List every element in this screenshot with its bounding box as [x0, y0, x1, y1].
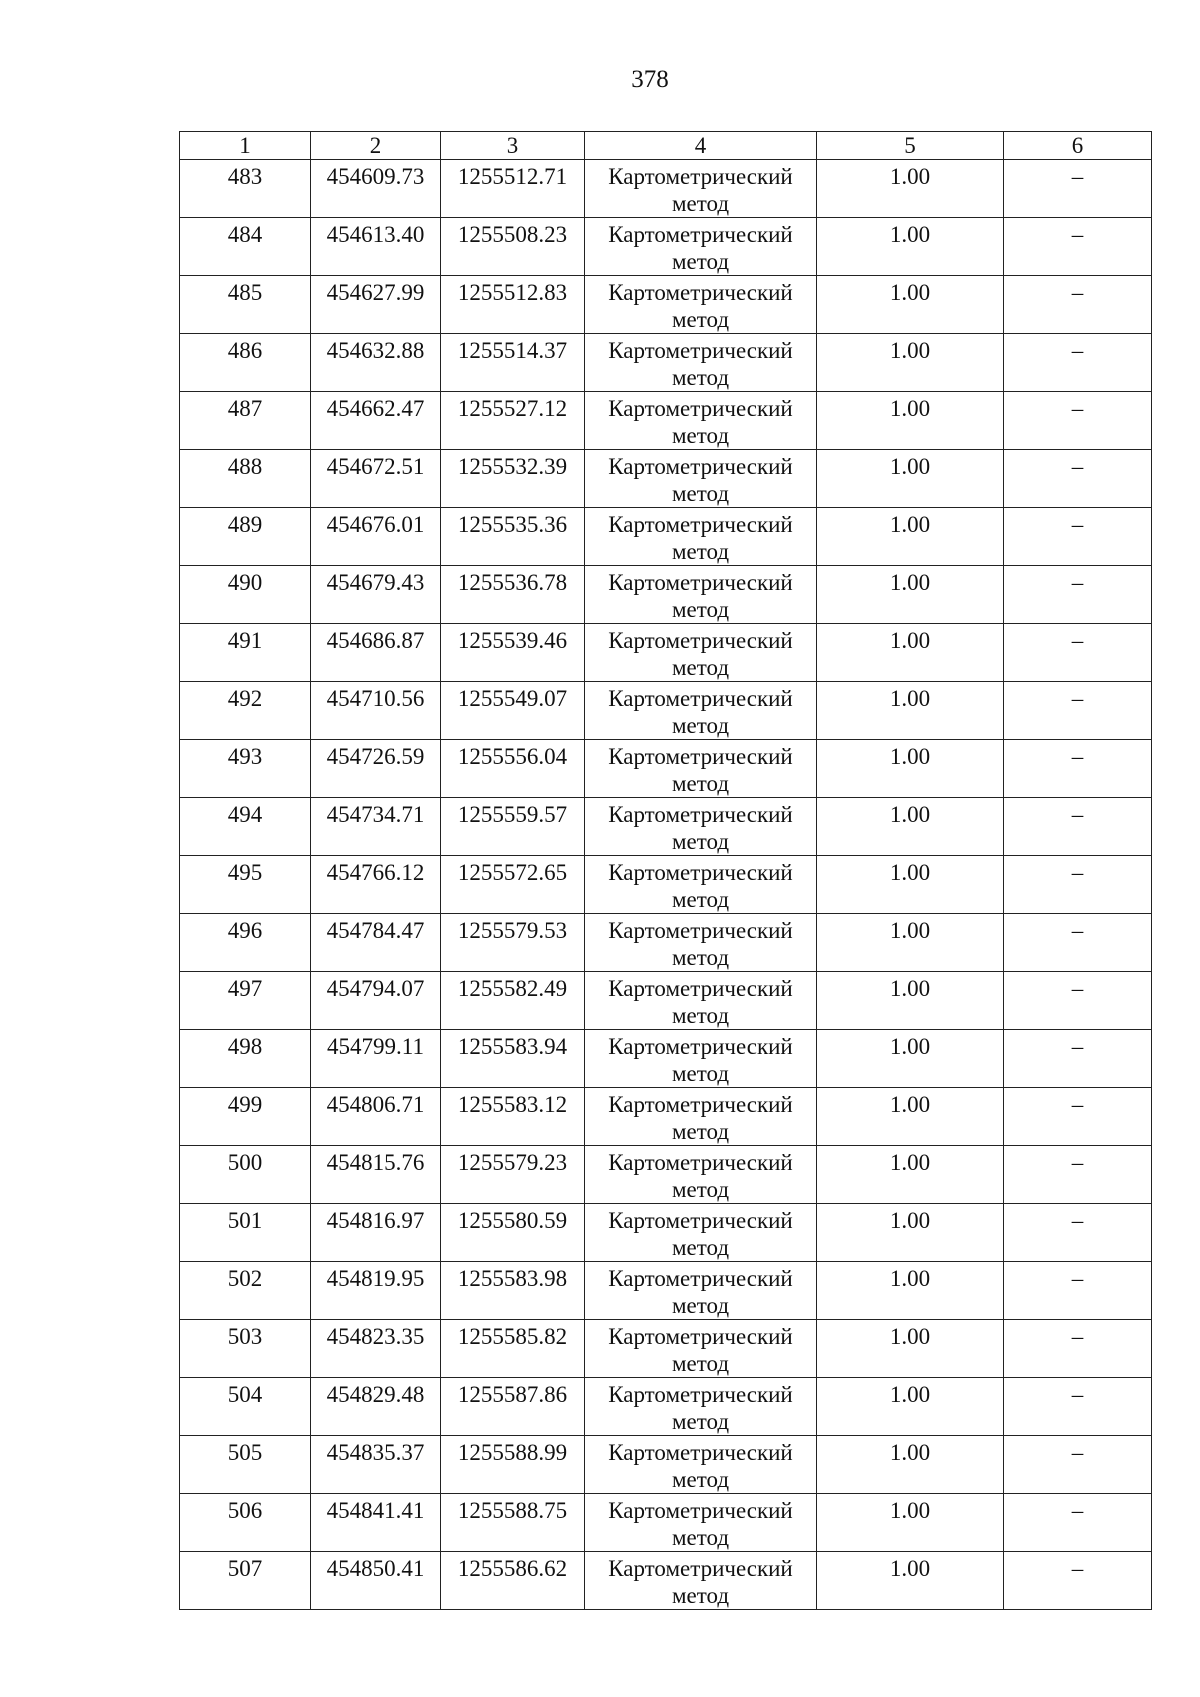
- accuracy-cell: 1.00: [817, 972, 1004, 1030]
- note-cell: –: [1004, 1494, 1152, 1552]
- accuracy-cell: 1.00: [817, 1204, 1004, 1262]
- point-number-cell: 493: [180, 740, 311, 798]
- table-row: [180, 1494, 1152, 1552]
- y-coordinate-cell: 1255585.82: [441, 1320, 585, 1378]
- accuracy-cell: 1.00: [817, 160, 1004, 218]
- method-cell: Картометрический метод: [585, 276, 817, 334]
- accuracy-cell: 1.00: [817, 1494, 1004, 1552]
- point-number-cell: 491: [180, 624, 311, 682]
- y-coordinate-cell: 1255512.71: [441, 160, 585, 218]
- y-coordinate-cell: 1255556.04: [441, 740, 585, 798]
- table-row: [180, 1030, 1152, 1088]
- y-coordinate-cell: 1255527.12: [441, 392, 585, 450]
- table-row: [180, 1552, 1152, 1610]
- method-cell: Картометрический метод: [585, 972, 817, 1030]
- method-cell: Картометрический метод: [585, 508, 817, 566]
- note-cell: –: [1004, 1320, 1152, 1378]
- method-cell: Картометрический метод: [585, 1378, 817, 1436]
- y-coordinate-cell: 1255587.86: [441, 1378, 585, 1436]
- point-number-cell: 485: [180, 276, 311, 334]
- x-coordinate-cell: 454627.99: [311, 276, 441, 334]
- method-cell: Картометрический метод: [585, 392, 817, 450]
- point-number-cell: 504: [180, 1378, 311, 1436]
- y-coordinate-cell: 1255583.94: [441, 1030, 585, 1088]
- column-header: 2: [311, 132, 441, 160]
- method-cell: Картометрический метод: [585, 1204, 817, 1262]
- point-number-cell: 505: [180, 1436, 311, 1494]
- accuracy-cell: 1.00: [817, 218, 1004, 276]
- method-cell: Картометрический метод: [585, 1552, 817, 1610]
- point-number-cell: 496: [180, 914, 311, 972]
- y-coordinate-cell: 1255588.99: [441, 1436, 585, 1494]
- column-header: 5: [817, 132, 1004, 160]
- method-cell: Картометрический метод: [585, 566, 817, 624]
- table-row: [180, 392, 1152, 450]
- y-coordinate-cell: 1255583.12: [441, 1088, 585, 1146]
- page-number: 378: [631, 66, 669, 93]
- table-row: [180, 798, 1152, 856]
- x-coordinate-cell: 454835.37: [311, 1436, 441, 1494]
- method-cell: Картометрический метод: [585, 624, 817, 682]
- accuracy-cell: 1.00: [817, 914, 1004, 972]
- note-cell: –: [1004, 1552, 1152, 1610]
- method-cell: Картометрический метод: [585, 1088, 817, 1146]
- point-number-cell: 500: [180, 1146, 311, 1204]
- x-coordinate-cell: 454710.56: [311, 682, 441, 740]
- y-coordinate-cell: 1255588.75: [441, 1494, 585, 1552]
- x-coordinate-cell: 454794.07: [311, 972, 441, 1030]
- method-cell: Картометрический метод: [585, 740, 817, 798]
- y-coordinate-cell: 1255586.62: [441, 1552, 585, 1610]
- x-coordinate-cell: 454662.47: [311, 392, 441, 450]
- accuracy-cell: 1.00: [817, 1436, 1004, 1494]
- accuracy-cell: 1.00: [817, 1378, 1004, 1436]
- x-coordinate-cell: 454679.43: [311, 566, 441, 624]
- y-coordinate-cell: 1255514.37: [441, 334, 585, 392]
- note-cell: –: [1004, 682, 1152, 740]
- table-row: [180, 334, 1152, 392]
- note-cell: –: [1004, 160, 1152, 218]
- note-cell: –: [1004, 1262, 1152, 1320]
- y-coordinate-cell: 1255580.59: [441, 1204, 585, 1262]
- x-coordinate-cell: 454815.76: [311, 1146, 441, 1204]
- accuracy-cell: 1.00: [817, 392, 1004, 450]
- method-cell: Картометрический метод: [585, 1494, 817, 1552]
- x-coordinate-cell: 454632.88: [311, 334, 441, 392]
- accuracy-cell: 1.00: [817, 334, 1004, 392]
- table-row: [180, 1088, 1152, 1146]
- table-header-row: [180, 132, 1152, 160]
- note-cell: –: [1004, 1436, 1152, 1494]
- table-row: [180, 1378, 1152, 1436]
- note-cell: –: [1004, 508, 1152, 566]
- accuracy-cell: 1.00: [817, 566, 1004, 624]
- note-cell: –: [1004, 566, 1152, 624]
- point-number-cell: 494: [180, 798, 311, 856]
- y-coordinate-cell: 1255549.07: [441, 682, 585, 740]
- table-body: [180, 160, 1152, 1610]
- point-number-cell: 498: [180, 1030, 311, 1088]
- column-header: 6: [1004, 132, 1152, 160]
- table-row: [180, 682, 1152, 740]
- y-coordinate-cell: 1255582.49: [441, 972, 585, 1030]
- table-row: [180, 566, 1152, 624]
- y-coordinate-cell: 1255583.98: [441, 1262, 585, 1320]
- point-number-cell: 501: [180, 1204, 311, 1262]
- note-cell: –: [1004, 450, 1152, 508]
- note-cell: –: [1004, 1204, 1152, 1262]
- note-cell: –: [1004, 624, 1152, 682]
- point-number-cell: 490: [180, 566, 311, 624]
- point-number-cell: 502: [180, 1262, 311, 1320]
- point-number-cell: 497: [180, 972, 311, 1030]
- table-row: [180, 276, 1152, 334]
- method-cell: Картометрический метод: [585, 1030, 817, 1088]
- accuracy-cell: 1.00: [817, 1146, 1004, 1204]
- point-number-cell: 489: [180, 508, 311, 566]
- note-cell: –: [1004, 1146, 1152, 1204]
- x-coordinate-cell: 454806.71: [311, 1088, 441, 1146]
- table-row: [180, 972, 1152, 1030]
- note-cell: –: [1004, 740, 1152, 798]
- method-cell: Картометрический метод: [585, 450, 817, 508]
- accuracy-cell: 1.00: [817, 1088, 1004, 1146]
- x-coordinate-cell: 454823.35: [311, 1320, 441, 1378]
- table-row: [180, 856, 1152, 914]
- table-row: [180, 1204, 1152, 1262]
- note-cell: –: [1004, 218, 1152, 276]
- table-row: [180, 624, 1152, 682]
- table-row: [180, 1436, 1152, 1494]
- x-coordinate-cell: 454766.12: [311, 856, 441, 914]
- method-cell: Картометрический метод: [585, 1320, 817, 1378]
- method-cell: Картометрический метод: [585, 160, 817, 218]
- y-coordinate-cell: 1255532.39: [441, 450, 585, 508]
- point-number-cell: 499: [180, 1088, 311, 1146]
- y-coordinate-cell: 1255535.36: [441, 508, 585, 566]
- note-cell: –: [1004, 1030, 1152, 1088]
- table-row: [180, 508, 1152, 566]
- note-cell: –: [1004, 856, 1152, 914]
- point-number-cell: 495: [180, 856, 311, 914]
- note-cell: –: [1004, 914, 1152, 972]
- x-coordinate-cell: 454686.87: [311, 624, 441, 682]
- x-coordinate-cell: 454841.41: [311, 1494, 441, 1552]
- method-cell: Картометрический метод: [585, 682, 817, 740]
- x-coordinate-cell: 454784.47: [311, 914, 441, 972]
- point-number-cell: 487: [180, 392, 311, 450]
- table-row: [180, 450, 1152, 508]
- y-coordinate-cell: 1255539.46: [441, 624, 585, 682]
- table-row: [180, 914, 1152, 972]
- note-cell: –: [1004, 334, 1152, 392]
- point-number-cell: 507: [180, 1552, 311, 1610]
- point-number-cell: 506: [180, 1494, 311, 1552]
- x-coordinate-cell: 454609.73: [311, 160, 441, 218]
- table-row: [180, 1146, 1152, 1204]
- accuracy-cell: 1.00: [817, 798, 1004, 856]
- accuracy-cell: 1.00: [817, 740, 1004, 798]
- accuracy-cell: 1.00: [817, 450, 1004, 508]
- point-number-cell: 503: [180, 1320, 311, 1378]
- y-coordinate-cell: 1255559.57: [441, 798, 585, 856]
- accuracy-cell: 1.00: [817, 624, 1004, 682]
- coordinates-table: [179, 131, 1152, 1610]
- note-cell: –: [1004, 798, 1152, 856]
- y-coordinate-cell: 1255579.53: [441, 914, 585, 972]
- column-header: 1: [180, 132, 311, 160]
- x-coordinate-cell: 454819.95: [311, 1262, 441, 1320]
- x-coordinate-cell: 454672.51: [311, 450, 441, 508]
- note-cell: –: [1004, 276, 1152, 334]
- table-row: [180, 160, 1152, 218]
- x-coordinate-cell: 454816.97: [311, 1204, 441, 1262]
- method-cell: Картометрический метод: [585, 1146, 817, 1204]
- method-cell: Картометрический метод: [585, 218, 817, 276]
- point-number-cell: 492: [180, 682, 311, 740]
- table-row: [180, 1262, 1152, 1320]
- x-coordinate-cell: 454613.40: [311, 218, 441, 276]
- y-coordinate-cell: 1255579.23: [441, 1146, 585, 1204]
- column-header: 3: [441, 132, 585, 160]
- method-cell: Картометрический метод: [585, 798, 817, 856]
- method-cell: Картометрический метод: [585, 914, 817, 972]
- point-number-cell: 484: [180, 218, 311, 276]
- method-cell: Картометрический метод: [585, 1436, 817, 1494]
- y-coordinate-cell: 1255512.83: [441, 276, 585, 334]
- table-row: [180, 740, 1152, 798]
- x-coordinate-cell: 454734.71: [311, 798, 441, 856]
- x-coordinate-cell: 454850.41: [311, 1552, 441, 1610]
- note-cell: –: [1004, 1088, 1152, 1146]
- y-coordinate-cell: 1255508.23: [441, 218, 585, 276]
- table-row: [180, 218, 1152, 276]
- point-number-cell: 486: [180, 334, 311, 392]
- accuracy-cell: 1.00: [817, 1262, 1004, 1320]
- accuracy-cell: 1.00: [817, 1320, 1004, 1378]
- accuracy-cell: 1.00: [817, 1030, 1004, 1088]
- method-cell: Картометрический метод: [585, 856, 817, 914]
- x-coordinate-cell: 454829.48: [311, 1378, 441, 1436]
- accuracy-cell: 1.00: [817, 682, 1004, 740]
- y-coordinate-cell: 1255572.65: [441, 856, 585, 914]
- column-header: 4: [585, 132, 817, 160]
- x-coordinate-cell: 454726.59: [311, 740, 441, 798]
- method-cell: Картометрический метод: [585, 1262, 817, 1320]
- method-cell: Картометрический метод: [585, 334, 817, 392]
- accuracy-cell: 1.00: [817, 856, 1004, 914]
- table-row: [180, 1320, 1152, 1378]
- accuracy-cell: 1.00: [817, 1552, 1004, 1610]
- point-number-cell: 483: [180, 160, 311, 218]
- accuracy-cell: 1.00: [817, 276, 1004, 334]
- x-coordinate-cell: 454799.11: [311, 1030, 441, 1088]
- note-cell: –: [1004, 1378, 1152, 1436]
- accuracy-cell: 1.00: [817, 508, 1004, 566]
- y-coordinate-cell: 1255536.78: [441, 566, 585, 624]
- note-cell: –: [1004, 972, 1152, 1030]
- x-coordinate-cell: 454676.01: [311, 508, 441, 566]
- note-cell: –: [1004, 392, 1152, 450]
- point-number-cell: 488: [180, 450, 311, 508]
